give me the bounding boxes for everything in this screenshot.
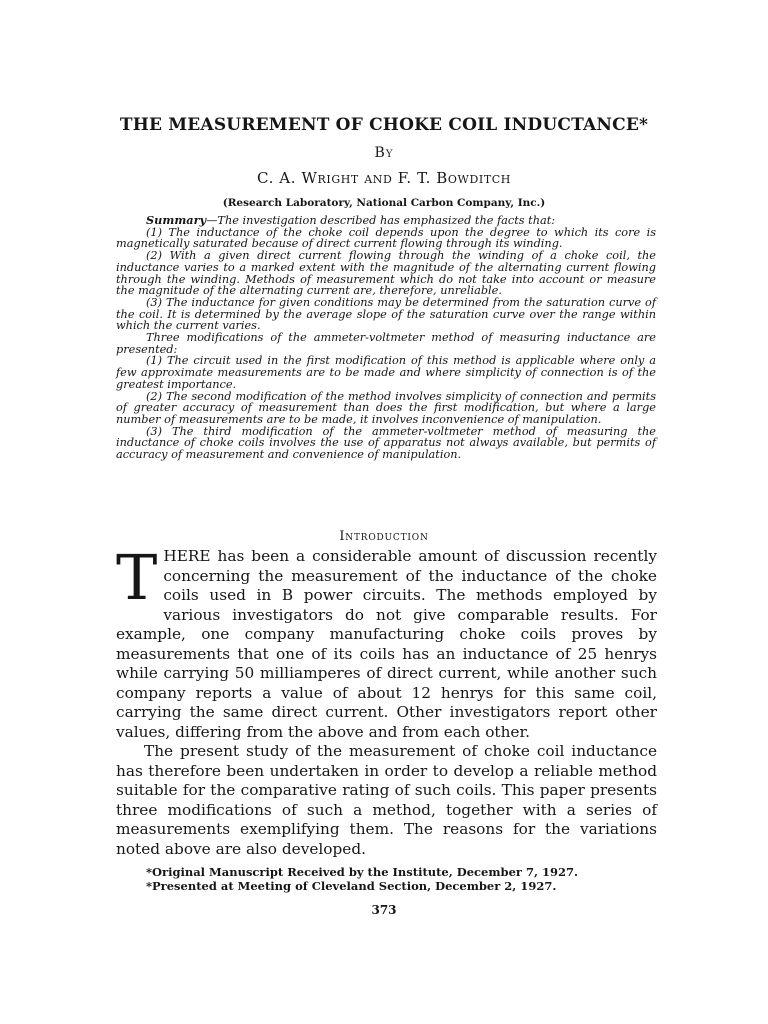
authors: C. A. Wright and F. T. Bowditch <box>257 169 511 187</box>
footnote-2: *Presented at Meeting of Cleveland Section, December 2, 1927. <box>146 879 557 893</box>
footnotes <box>146 865 666 893</box>
page-number: 373 <box>371 903 397 917</box>
byline: By <box>374 145 394 161</box>
summary-point-3: (3) The inductance for given conditions may be determined from the saturation curve of the coil. It is determined by the average slope of the saturation curve over the range within which the current varies. <box>116 295 656 333</box>
intro-paragraph-1-text: HERE has been a considerable amount of discussion recently concerning the measurement of the inductance of the choke coils used in B power circuits. The methods employed by various investigators do not give comparable results. For example, one company manufacturing choke coils proves by measurements that one of its coils has an inductance of 25 henrys while carrying 50 milliamperes of direct current, while another such company reports a value of about 12 henrys for this same coil, carrying the same direct current. Other investigators report other values, differing from the above and from each other. <box>116 547 657 741</box>
paper-title: THE MEASUREMENT OF CHOKE COIL INDUCTANCE* <box>119 115 649 135</box>
summary-point-1: (1) The inductance of the choke coil depends upon the degree to which its core is magnetically saturated because of direct current flowing through its winding. <box>116 225 656 251</box>
introduction-body <box>116 541 657 859</box>
footnote-1: *Original Manuscript Received by the Institute, December 7, 1927. <box>146 865 578 879</box>
affiliation: (Research Laboratory, National Carbon Company, Inc.) <box>222 197 546 209</box>
drop-cap: T <box>116 541 158 614</box>
summary-method-3: (3) The third modification of the ammeter-voltmeter method of measuring the inductance of choke coils involves the use of apparatus not always available, but permits of accuracy of measurement and convenience of manipulation. <box>116 424 656 462</box>
intro-paragraph-1 <box>116 541 657 742</box>
summary-method-2: (2) The second modification of the method involves simplicity of connection and permits of greater accuracy of measurement than does the first modification, but where a large number of measurements are to be made, it involves inconvenience of manipulation. <box>116 389 656 426</box>
summary-intro-text: —The investigation described has emphasized the facts that: <box>206 214 556 227</box>
intro-paragraph-2: The present study of the measurement of choke coil inductance has therefore been undertaken in order to develop a reliable method suitable for the comparative rating of such coils. This paper presents three modifications of such a method, together with a series of measurements exemplifying them. The reasons for the variations noted above are also developed. <box>116 742 657 858</box>
summary-block <box>116 215 656 461</box>
summary-methods-intro: Three modifications of the ammeter-voltmeter method of measuring inductance are presented: <box>116 331 656 356</box>
summary-point-2: (2) With a given direct current flowing through the winding of a choke coil, the inductance varies to a marked extent with the magnitude of the alternating current flowing through the winding. Methods of measurement which do not take into account or measure the magnitude of the alternating current are, therefore, unreliable. <box>116 249 656 298</box>
summary-intro <box>116 215 656 227</box>
summary-method-1: (1) The circuit used in the first modification of this method is applicable where only a few approximate measurements are to be made and where simplicity of connection is of the greatest importance. <box>116 354 656 391</box>
section-heading-introduction: Introduction <box>339 529 429 544</box>
summary-lead: Summary <box>146 213 207 227</box>
